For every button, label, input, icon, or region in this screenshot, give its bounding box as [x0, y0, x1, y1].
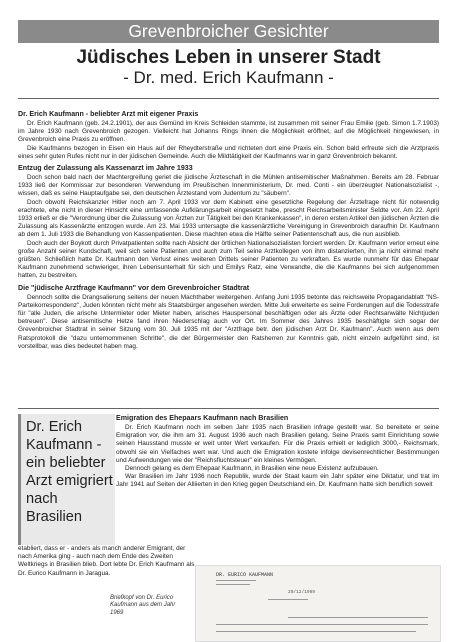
paragraph: etabliert, dass er - anders als manch anderer Emigrant, der nach Amerika ging - auch nach dem Ende des Zweiten Weltkriegs in Brasilien blieb. Dort lebte Dr. Erich Kaufmann als Dr. Eurico Kaufmann in Jaragua. [18, 545, 195, 577]
paragraph: Doch obwohl Reichskanzler Hitler noch am 7. April 1933 vor dem Kabinett eine gesetzliche Regelung der Ärztefrage nicht für notwendig erachtete, ehe nicht in dieser Hinsicht eine umfassende Aufklärungsarbeit eingesetzt habe, prescht Reichsarbeitsminister Seldte vor. Am 22. April 1933 erließ er die "Verordnung über die Zulassung von Ärzten zur Tätigkeit bei den Krankenkassen", in deren ersten Artikel den jüdischen Ärzten die Zulassung als Kassenärzte entzogen wurde. Am 23. Mai 1933 untersagte die kassenärztliche Vereinigung in Grevenbroich daraufhin Dr. Kaufmann ab dem 1. Juli 1933 die Behandlung von Kassenpatienten. Diese machten etwa die Hälfte seiner Patientenschaft aus, die nun ausblieb. [18, 198, 439, 239]
top-divider [18, 98, 439, 99]
mid-divider [18, 408, 439, 409]
section-heading: Die "jüdische Arztfrage Kaufmann" vor dem Grevenbroicher Stadtrat [18, 283, 250, 292]
letter-text-line [216, 624, 428, 625]
paragraph: Doch auch der Boykott durch Privatpatienten sollte nach Absicht der örtlichen Nationalsozialisten forciert werden. Dr. Kaufmann verlor erneut eine große Anzahl seiner Kundschaft, weil sich seine Patienten und auch zum Teil seine Arztkollegen von ihm distanzierten, ihn ja nicht einmal mehr grüßten. Schließlich hatte Dr. Kaufmann den Verlust eines weiteren Drittels seiner Patienten zu verkraften. Es wurde nunmehr für das Ehepaar Kaufmann zunehmend schwieriger, ihren Lebensunterhalt für sich und Emilys Ratz, eine Verwandte, die die Kaufmanns bei sich aufgenommen hatten, zu bestreiten. [18, 239, 439, 280]
emigration-continued [18, 545, 198, 578]
article-body [18, 107, 439, 351]
paragraph: Dennoch gelang es dem Ehepaar Kaufmann, in Brasilien eine neue Existenz aufzubauen. [125, 465, 379, 473]
paragraph: Dennoch sollte die Drangsalierung seitens der neuen Machthaber weitergehen. Anfang Juni 1935 betonte das reichsweite Propagandablatt "NS-Parteikorrespondenz", Juden könnten nicht mehr als Staatsbürger angesehen werden. Mitte Juli erweiterte es seine Forderungen auf die Todesstrafe für "alle Juden, die arische Untermieter oder Mieter haben, arisches Hauspersonal beschäftigen oder als Ärzte oder Rechtsanwälte Nichtjuden betreuen". Diese antisemitische Hetze fand ihren Niederschlag auch vor Ort. Im Sommer des Jahres 1935 beschäftigte sich sogar der Grevenbroicher Stadtrat in seiner Sitzung vom 30. Juli 1935 mit der "Arztfrage betr. den jüdischen Arzt Dr. Kaufmann". Auch wenn aus dem Ratsprotokoll die "dazu unternommenen Schritte", die der Bürgermeister den Ratsherren zur Kenntnis gab, nicht einzeln aufgeführt sind, ist vorstellbar, was dies bedeutet haben mag. [18, 293, 439, 350]
paragraph: Die Kaufmanns bezogen in Eisen ein Haus auf der Rheydterstraße und richteten dort eine Praxis ein. Schon bald erfreute sich die Arztpraxis eines sehr guten Rufes nicht nur in der jüdischen Gemeinde. Auch die Mildtätigkeit der Kaufmanns war in ganz Grevenbroich bekannt. [18, 144, 439, 160]
letterhead-name: DR. EURICO KAUFMANN [216, 572, 274, 578]
letter-text-line [216, 631, 416, 632]
letter-text-line [288, 617, 428, 618]
letterhead-line [216, 584, 250, 585]
letter-date: 20/12/1969 [288, 590, 316, 595]
pull-quote-text: Dr. Erich Kaufmann - ein beliebter Arzt emigriert nach Brasilien [26, 419, 113, 525]
letterhead-line [216, 580, 256, 581]
article-title: Jüdisches Leben in unserer Stadt [76, 47, 381, 68]
letter-text-line [268, 599, 308, 600]
emigration-column [116, 414, 439, 490]
paragraph: Dr. Erich Kaufmann noch im selben Jahr 1935 nach Brasilien infrage gestellt war. So bereitete er seine Emigration vor, die ihm am 31. August 1936 auch nach Brasilien gelang. Seine Praxis samt Einrichtung sowie seinen Hausstand musste er weit unter Wert verkaufen. Für die Praxis erhielt er lediglich 3000,- Reichsmark, obwohl sie ein Vielfaches wert war. Und auch die Emigration kostete infolge devisenrechtlicher Bestimmungen und Aufwendungen wie der "Reichsfluchtsteuer" ein kleines Vermögen. [116, 424, 439, 464]
section-banner: Grevenbroicher Gesichter [18, 20, 439, 43]
section-heading: Emigration des Ehepaars Kaufmann nach Brasilien [116, 414, 289, 422]
section-heading: Dr. Erich Kaufmann - beliebter Arzt mit eigener Praxis [18, 110, 199, 118]
article-subtitle: - Dr. med. Erich Kaufmann - [123, 68, 334, 87]
paragraph: Dr. Erich Kaufmann (geb. 24.2.1901), der aus Gemünd im Kreis Schleiden stammte, ist zusammen mit seiner Frau Emilie (geb. Simon 1.7.1903) im Jahre 1930 nach Grevenbroich gezogen. Vielleicht hat Johanns Rings ihnen die Möglichkeit eröffnet, auf die Möglichkeit hingewiesen, in Grevenbroich eine Praxis zu eröffnen. [18, 120, 439, 144]
letterhead-image [195, 565, 441, 642]
paragraph: Doch schon bald nach der Machtergreifung geriet die jüdische Ärzteschaft in die Mühlen antisemitischer Maßnahmen. Bereits am 28. Februar 1933 ließ der Kommissar zur besonderen Verwendung im Preußischen Innenministerium, Dr. med. Conti - ein überzeugter Nationalsozialist -, wissen, daß es seine Hauptaufgabe sei, den deutschen Ärztestand vom Judentum zu "säubern". [18, 174, 439, 198]
pull-quote-box [18, 414, 115, 545]
paragraph: War Brasilien im Jahr 1936 noch Republik, wurde der Staat kaum ein Jahr später eine Diktatur, und trat im Jahr 1941 auf Seiten der Alliierten in den Krieg gegen Deutschland ein. Dr. Kaufmann hatte sich beruflich soweit [116, 473, 439, 489]
section-heading: Entzug der Zulassung als Kassenarzt im Jahre 1933 [18, 164, 193, 173]
image-caption: Briefkopf von Dr. Eurico Kaufmann aus dem Jahr 1969 [110, 595, 176, 616]
